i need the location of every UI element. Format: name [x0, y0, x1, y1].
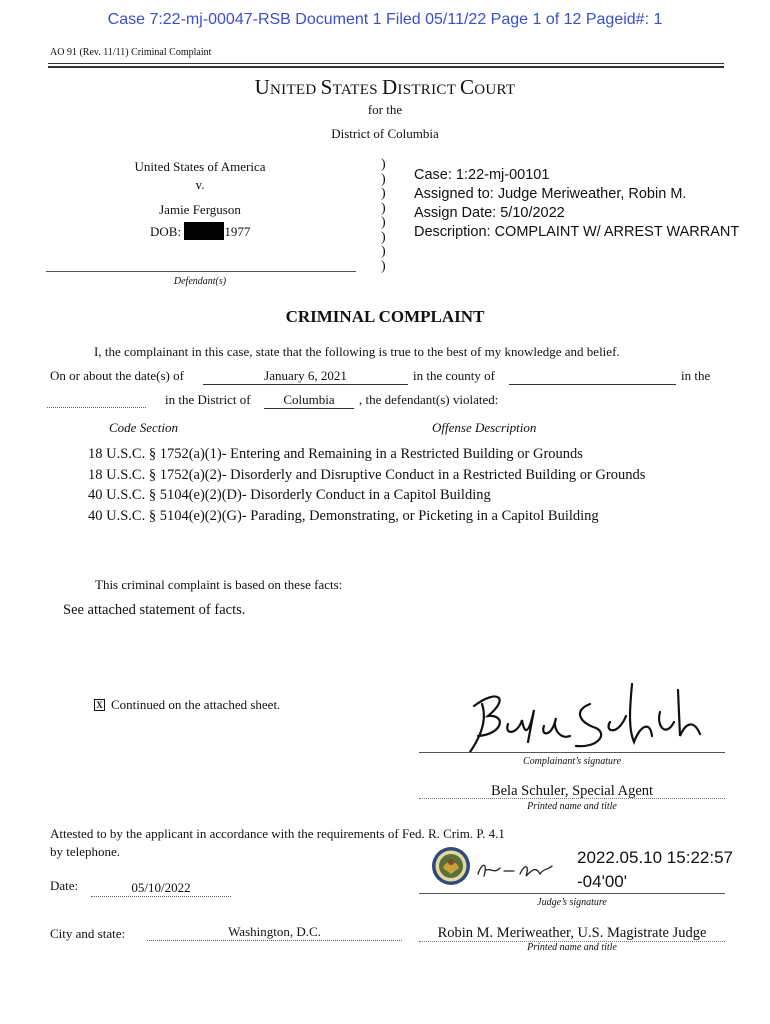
- continued-label: Continued on the attached sheet.: [111, 697, 281, 712]
- offense-item: 40 U.S.C. § 5104(e)(2)(G)- Parading, Demonstrating, or Picketing in a Capitol Building: [88, 507, 599, 524]
- district-field: Columbia: [264, 392, 354, 409]
- offense-list: [88, 444, 645, 526]
- assign-date: Assign Date: 5/10/2022: [414, 205, 565, 221]
- county-field: [509, 368, 676, 385]
- violated-label: , the defendant(s) violated:: [359, 392, 499, 407]
- judge-name: Robin M. Meriweather, U.S. Magistrate Judge: [437, 925, 707, 941]
- judge-sig-label: Judge’s signature: [537, 897, 607, 908]
- timestamp-line-1: 2022.05.10 15:22:57: [577, 848, 733, 867]
- header-rule-top: [48, 63, 724, 64]
- blank-rule: [47, 407, 146, 408]
- redaction-block: [184, 222, 224, 240]
- attestation-text: Attested to by the applicant in accordance with the requirements of Fed. R. Crim. P. 4.1: [50, 826, 505, 841]
- case-stamp: [414, 166, 739, 242]
- digital-signature-timestamp: [577, 846, 733, 894]
- assigned-judge: Assigned to: Judge Meriweather, Robin M.: [414, 186, 687, 202]
- dob-label: DOB:: [150, 224, 182, 239]
- defendant-name: Jamie Ferguson: [159, 202, 241, 217]
- offense-item: 40 U.S.C. § 5104(e)(2)(D)- Disorderly Conduct in a Capitol Building: [88, 487, 491, 503]
- date-label: Date:: [50, 878, 79, 893]
- judge-sig-rule: [419, 893, 725, 894]
- printed-name-label: Printed name and title: [527, 801, 617, 812]
- versus-label: v.: [195, 177, 205, 192]
- continued-checkbox[interactable]: X: [94, 699, 105, 711]
- offense-date-field: January 6, 2021: [203, 368, 408, 385]
- case-number: Case: 1:22-mj-00101: [414, 167, 550, 183]
- offense-description-label: Offense Description: [432, 420, 537, 435]
- in-the-label: in the: [681, 368, 711, 383]
- code-section-label: Code Section: [109, 420, 178, 435]
- based-on-label: This criminal complaint is based on these facts:: [95, 577, 343, 592]
- facts-text: See attached statement of facts.: [63, 602, 246, 618]
- offense-item: 18 U.S.C. § 1752(a)(2)- Disorderly and Disruptive Conduct in a Restricted Building or Grounds: [88, 466, 646, 483]
- header-rule-bottom: [48, 66, 724, 68]
- district-name: District of Columbia: [331, 126, 439, 141]
- filing-header: Case 7:22-mj-00047-RSB Document 1 Filed 05/11/22 Page 1 of 12 Pageid#: 1: [107, 11, 663, 28]
- court-seal-icon: [431, 846, 471, 886]
- in-district-label: in the District of: [165, 392, 251, 407]
- printed-name-label-2: Printed name and title: [527, 942, 617, 953]
- complainant-sig-label: Complainant’s signature: [522, 756, 622, 767]
- agent-name: Bela Schuler, Special Agent: [490, 783, 654, 799]
- court-title: UNITED STATES DISTRICT COURT: [254, 75, 516, 99]
- on-or-about-label: On or about the date(s) of: [50, 368, 184, 383]
- caption-rule: [46, 271, 356, 272]
- for-the-label: for the: [367, 102, 403, 117]
- continued-row: [94, 697, 280, 713]
- judge-signature: [474, 856, 556, 882]
- complaint-heading: CRIMINAL COMPLAINT: [285, 307, 485, 326]
- by-telephone-text: by telephone.: [50, 844, 121, 859]
- complainant-sig-rule: [419, 752, 725, 753]
- complaint-intro: I, the complainant in this case, state that the following is true to the best of my knowledge and belief.: [94, 344, 620, 359]
- city-state-field: Washington, D.C.: [147, 924, 402, 941]
- timestamp-line-2: -04'00': [577, 872, 627, 891]
- plaintiff-name: United States of America: [134, 159, 266, 174]
- dob-line: [150, 222, 250, 240]
- agent-name-rule: [419, 798, 725, 799]
- in-county-label: in the county of: [413, 368, 495, 383]
- case-description: Description: COMPLAINT W/ ARREST WARRANT: [414, 224, 740, 240]
- complainant-signature: [448, 676, 713, 758]
- defendant-label: Defendant(s): [173, 276, 227, 287]
- dob-year: 1977: [224, 224, 251, 239]
- form-id: AO 91 (Rev. 11/11) Criminal Complaint: [50, 47, 212, 58]
- city-state-label: City and state:: [50, 926, 126, 941]
- offense-item: 18 U.S.C. § 1752(a)(1)- Entering and Remaining in a Restricted Building or Grounds: [88, 446, 583, 462]
- date-field: 05/10/2022: [91, 880, 231, 897]
- caption-parens: ) ) ) ) ) ) ) ): [381, 157, 386, 274]
